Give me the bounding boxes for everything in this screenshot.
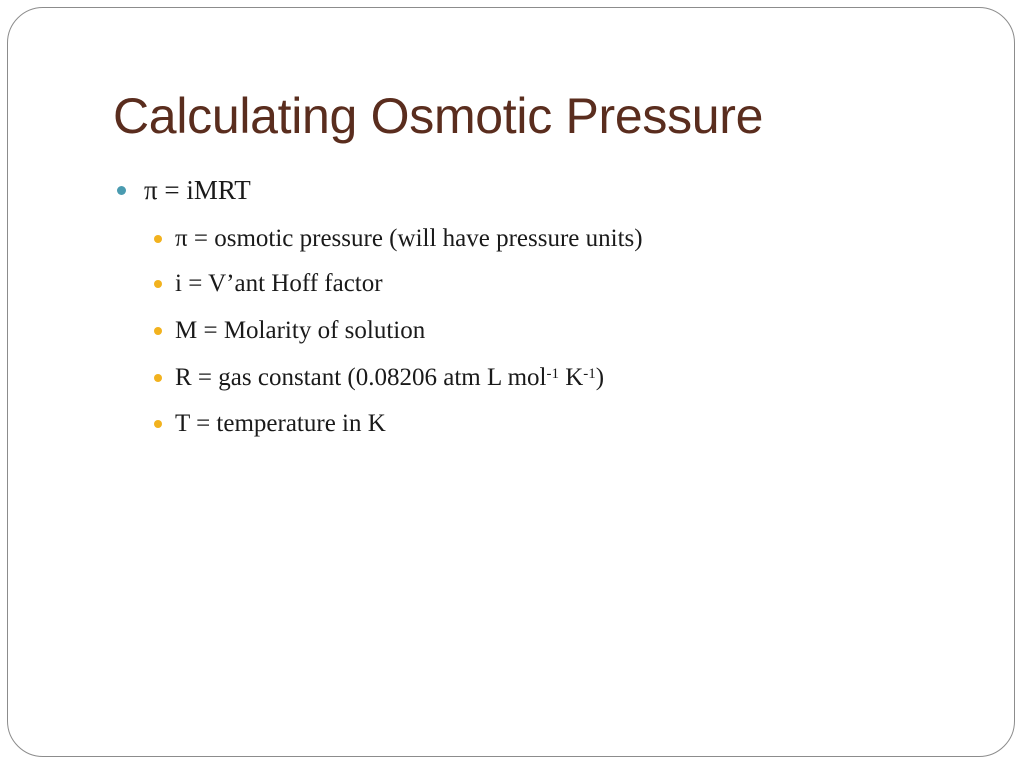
bullet-dot — [117, 186, 126, 195]
formula-text: π = iMRT — [144, 175, 251, 205]
definition-text-middle: K — [558, 364, 584, 391]
slide-title: Calculating Osmotic Pressure — [113, 88, 764, 144]
definition-item — [175, 224, 643, 254]
bullet-dot — [154, 235, 162, 243]
definition-item — [175, 409, 386, 439]
definition-text: π = osmotic pressure (will have pressure units) — [175, 225, 643, 252]
formula-item — [144, 174, 251, 206]
definition-item — [175, 269, 383, 299]
definition-text-prefix: R = gas constant (0.08206 atm L mol — [175, 364, 547, 391]
definition-text: M = Molarity of solution — [175, 317, 426, 344]
definition-text: T = temperature in K — [175, 410, 386, 437]
definition-text — [175, 364, 604, 391]
bullet-dot — [154, 420, 162, 428]
definition-text-suffix: ) — [595, 364, 605, 391]
bullet-dot — [154, 327, 162, 335]
bullet-dot — [154, 280, 162, 288]
exponent: -1 — [583, 366, 596, 382]
definition-item — [175, 316, 425, 346]
exponent: -1 — [546, 366, 559, 382]
definition-text: i = V’ant Hoff factor — [175, 270, 383, 297]
definition-item — [175, 363, 604, 393]
bullet-dot — [154, 374, 162, 382]
